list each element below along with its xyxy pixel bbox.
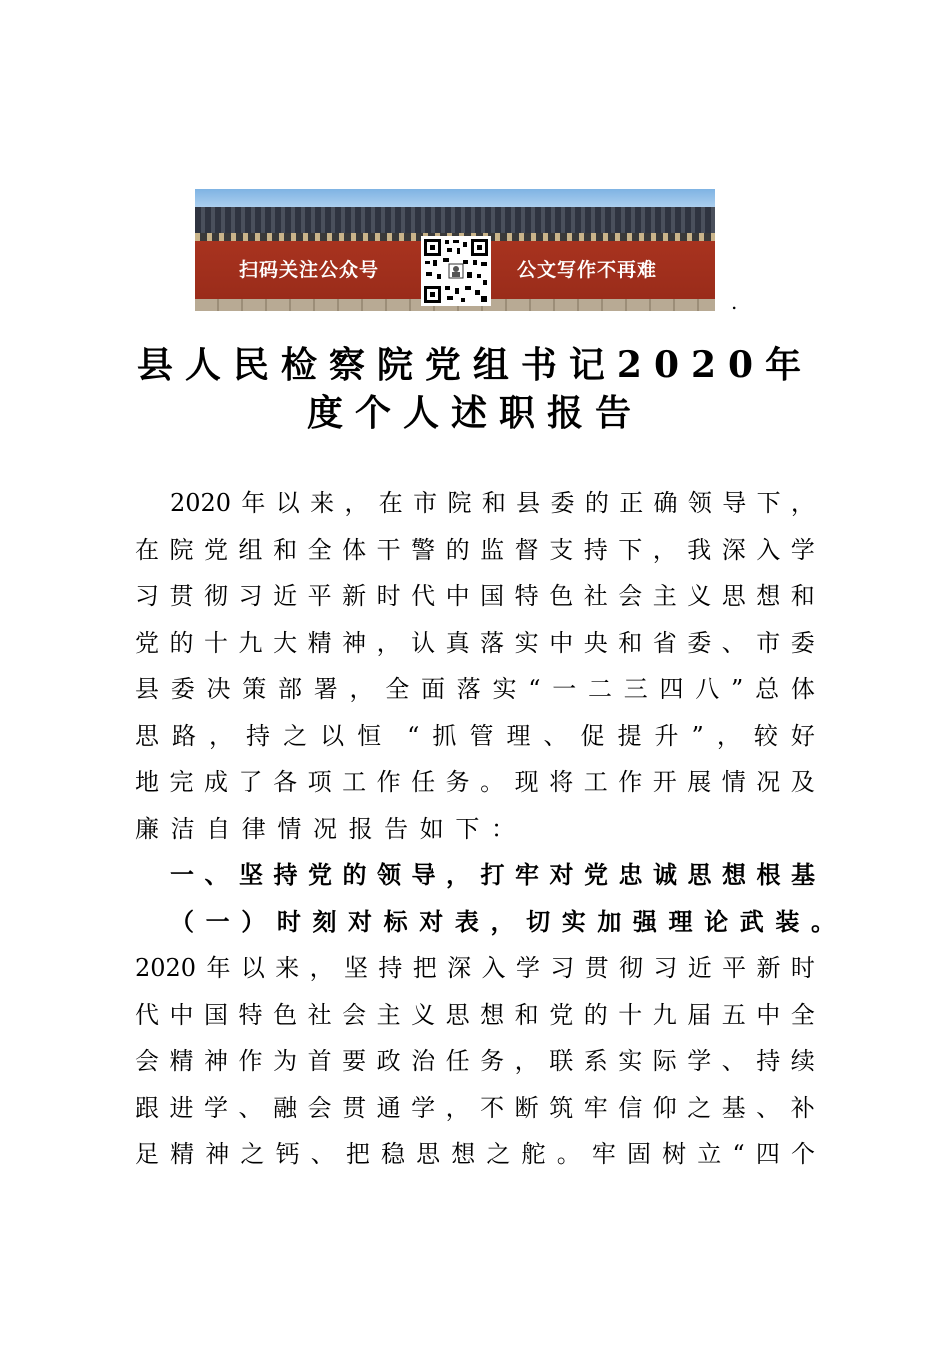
body-line: 2020 年 以 来 ， 坚 持 把 深 入 学 习 贯 彻 习 近 平 新 时 (135, 954, 815, 982)
body-line: 一 、 坚 持 党 的 领 导 ， 打 牢 对 党 忠 诚 思 想 根 基 (170, 860, 815, 889)
banner-right-text: 公文写作不再难 (517, 259, 658, 281)
body-line: 县 委 决 策 部 署 ， 全 面 落 实 “ 一 二 三 四 八 ” 总 体 (135, 675, 815, 703)
body-line: 足 精 神 之 钙 、 把 稳 思 想 之 舵 。 牢 固 树 立 “ 四 个 (135, 1140, 815, 1168)
body-line: 2020 年 以 来 ， 在 市 院 和 县 委 的 正 确 领 导 下 ， (170, 489, 815, 517)
body-line: 会 精 神 作 为 首 要 政 治 任 务 ， 联 系 实 际 学 、 持 续 (135, 1047, 815, 1075)
body-line: 跟 进 学 、 融 会 贯 通 学 ， 不 断 筑 牢 信 仰 之 基 、 补 (135, 1093, 815, 1122)
body-line: 习 贯 彻 习 近 平 新 时 代 中 国 特 色 社 会 主 义 思 想 和 (135, 582, 815, 610)
body-line: 代 中 国 特 色 社 会 主 义 思 想 和 党 的 十 九 届 五 中 全 (135, 1000, 815, 1029)
promo-banner[interactable] (195, 189, 715, 311)
banner-left-text: 扫码关注公众号 (239, 259, 380, 281)
body-line: 廉 洁 自 律 情 况 报 告 如 下 ： (135, 814, 515, 843)
body-line: 在 院 党 组 和 全 体 干 警 的 监 督 支 持 下 ， 我 深 入 学 (135, 535, 815, 564)
body-line: 党 的 十 九 大 精 神 ， 认 真 落 实 中 央 和 省 委 、 市 委 (135, 628, 815, 657)
body-line: （ 一 ） 时 刻 对 标 对 表 ， 切 实 加 强 理 论 武 装 。 (170, 906, 835, 936)
qr-code-icon[interactable] (421, 236, 491, 306)
page-title-line-2: 度个人述职报告 (306, 392, 643, 434)
page-title-line-1: 县人民检察院党组书记2020年 (136, 344, 814, 386)
body-line: 思 路 ， 持 之 以 恒 “ 抓 管 理 、 促 提 升 ” ， 较 好 (135, 721, 815, 750)
body-line: 地 完 成 了 各 项 工 作 任 务 。 现 将 工 作 开 展 情 况 及 (135, 768, 815, 796)
decorative-dot: . (731, 290, 738, 314)
